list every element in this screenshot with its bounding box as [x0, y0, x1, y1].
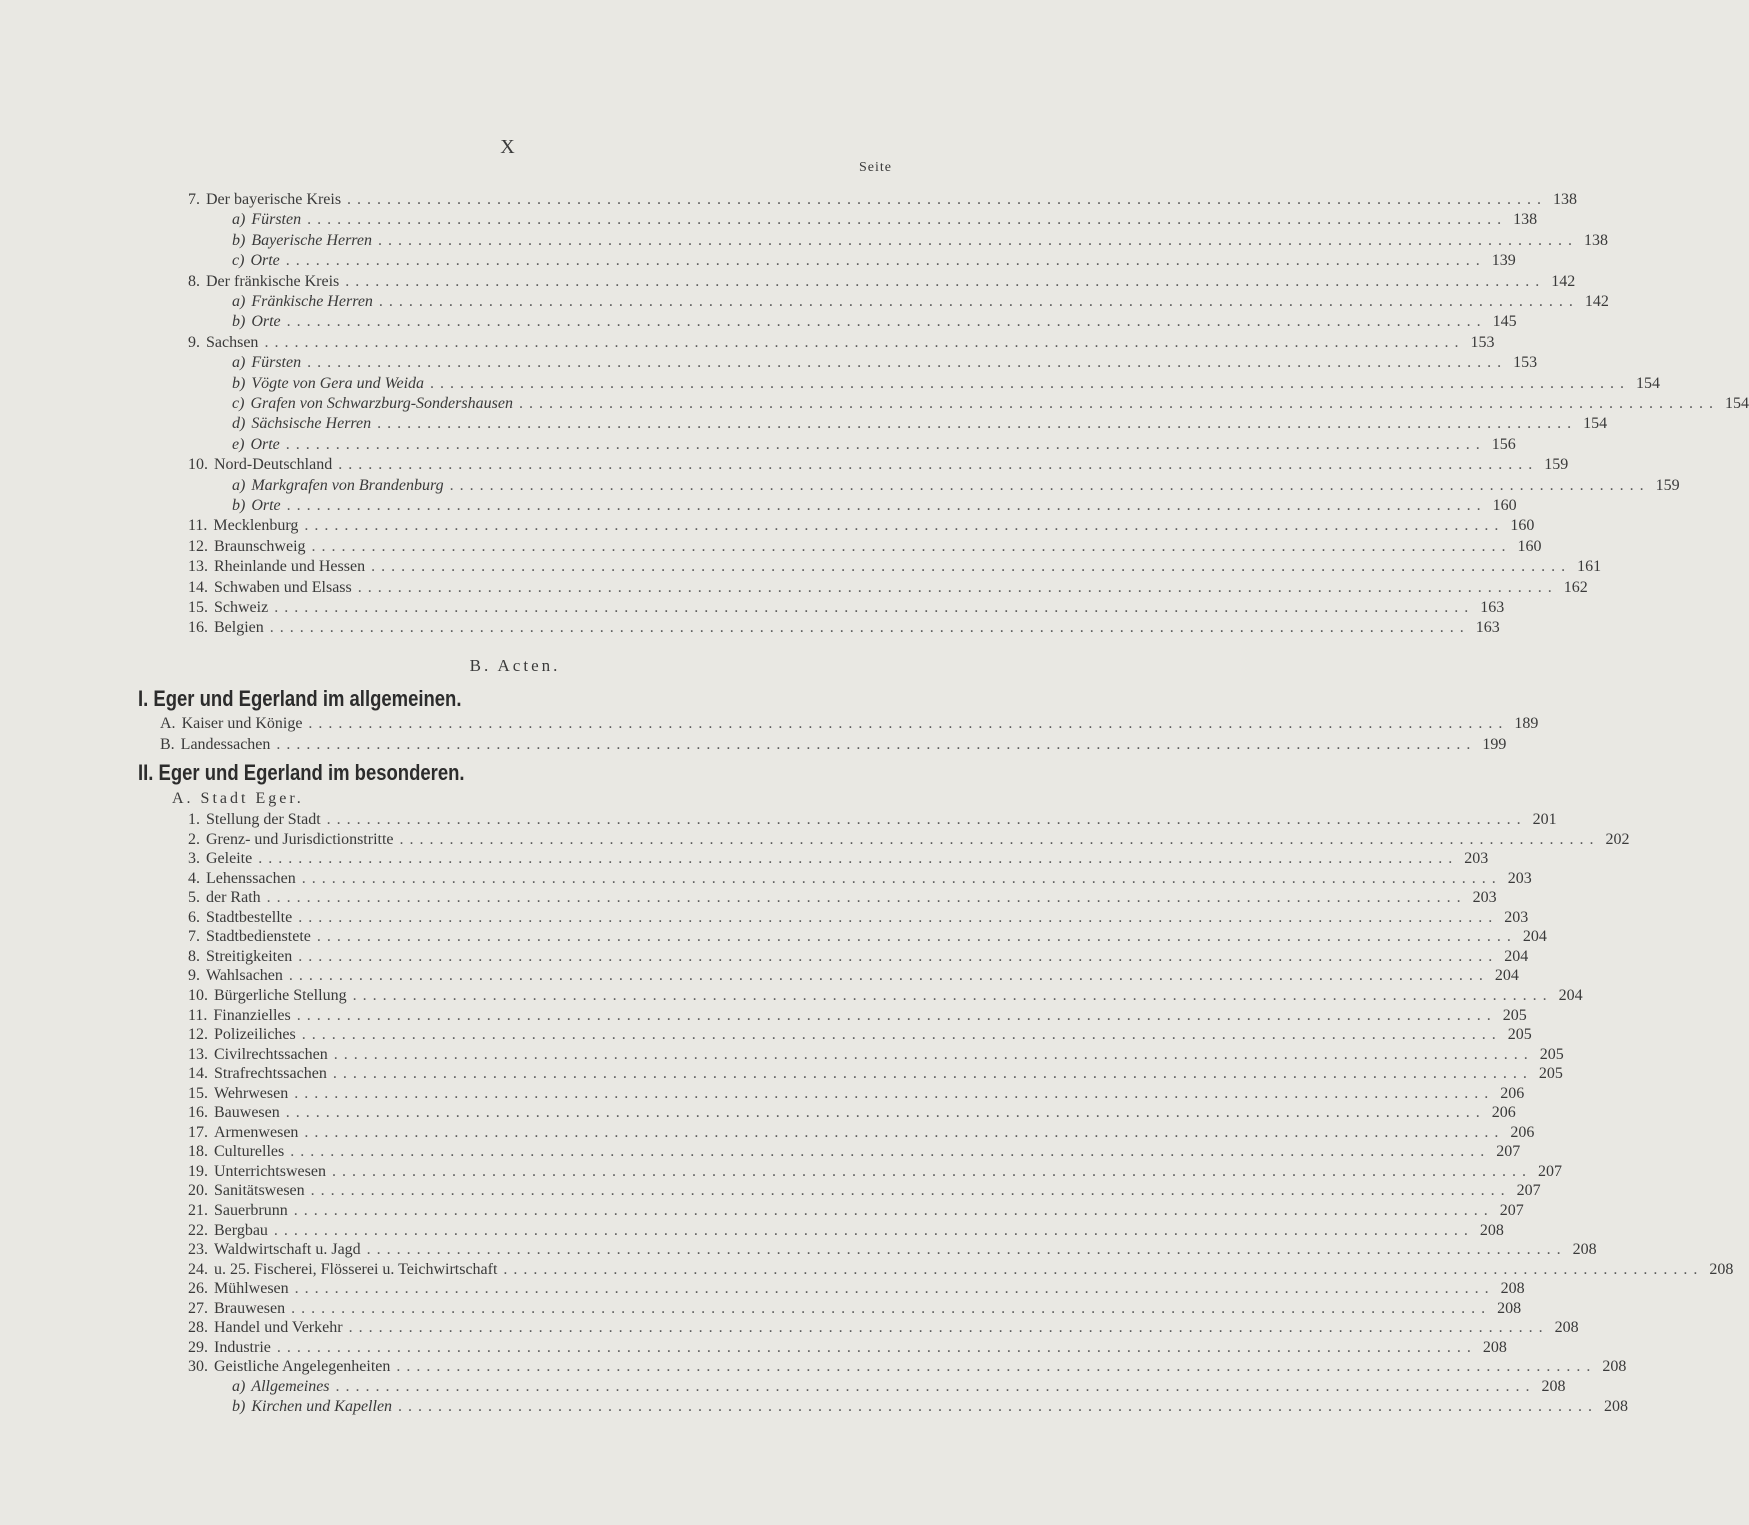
toc-entry	[188, 1240, 1597, 1260]
leader-dots: ........................................................................................................................	[348, 1319, 1549, 1337]
toc-entry	[232, 210, 1538, 230]
toc-entry-number: 19.	[188, 1162, 208, 1180]
toc-entry-page: 162	[1563, 578, 1588, 596]
toc-entry-number: B.	[160, 736, 175, 753]
toc-entry-number: 1.	[188, 811, 200, 828]
leader-dots: ........................................................................................................................	[357, 578, 1558, 596]
toc-entry-page: 202	[1605, 830, 1630, 848]
toc-entry-label: Wehrwesen	[214, 1084, 289, 1102]
leader-dots: ........................................................................................................................	[449, 476, 1650, 494]
toc-entry-number: 30.	[188, 1358, 208, 1376]
toc-entry-number: 29.	[188, 1338, 208, 1356]
toc-entry-number: 2.	[188, 830, 200, 848]
toc-entry	[188, 927, 1547, 947]
toc-entry-label: Nord-Deutschland	[214, 456, 333, 474]
toc-entry-label: Unterrichtswesen	[214, 1162, 326, 1180]
toc-entry-page: 154	[1636, 374, 1661, 392]
toc-entry-page: 205	[1538, 1065, 1563, 1083]
toc-entry-page: 208	[1479, 1221, 1504, 1239]
toc-entry-page: 142	[1551, 272, 1576, 290]
toc-entry	[188, 1338, 1507, 1358]
toc-entry-label: Bauwesen	[214, 1104, 280, 1122]
toc-entry-page: 205	[1539, 1045, 1564, 1063]
toc-entry-page: 203	[1504, 908, 1529, 926]
toc-entry	[188, 869, 1532, 889]
toc-entry-label: u. 25. Fischerei, Flösserei u. Teichwirtschaft	[214, 1260, 498, 1278]
toc-entry	[188, 947, 1529, 967]
toc-entry-number: 7.	[188, 191, 200, 208]
toc-entry-page: 160	[1492, 497, 1517, 514]
toc-entry-label: Kaiser und Könige	[181, 715, 303, 732]
toc-entry-page: 208	[1554, 1319, 1579, 1337]
toc-entry-label: Der fränkische Kreis	[206, 272, 340, 290]
toc-entry-label: Waldwirtschaft u. Jagd	[214, 1241, 361, 1259]
leader-dots: ........................................................................................................................	[304, 1123, 1505, 1141]
toc-entry-label: Landessachen	[180, 736, 271, 753]
toc-entry-number: c)	[232, 252, 245, 270]
toc-entry	[188, 272, 1576, 292]
toc-entry-label: Wahlsachen	[206, 967, 283, 985]
leader-dots: ........................................................................................................................	[378, 293, 1579, 310]
toc-entry	[188, 888, 1497, 908]
toc-entry	[232, 292, 1609, 312]
toc-entry-label: Handel und Verkehr	[214, 1319, 343, 1337]
leader-dots: ........................................................................................................................	[290, 1143, 1491, 1161]
toc-entry-label: Der bayerische Kreis	[206, 191, 342, 208]
toc-entry-page: 207	[1499, 1202, 1524, 1219]
toc-entry-label: Fränkische Herren	[251, 293, 373, 310]
toc-entry-number: 11.	[188, 517, 208, 535]
leader-dots: ........................................................................................................................	[310, 1182, 1511, 1200]
leader-dots: ........................................................................................................................	[294, 1280, 1495, 1298]
leader-dots: ........................................................................................................................	[430, 374, 1631, 392]
toc-entry	[188, 1025, 1532, 1045]
leader-dots: ........................................................................................................................	[291, 1299, 1492, 1317]
toc-entry-page: 199	[1482, 736, 1507, 753]
toc-entry-number: 8.	[188, 272, 200, 290]
leader-dots: ........................................................................................................................	[338, 456, 1539, 474]
toc-entry	[232, 1397, 1629, 1417]
toc-entry-page: 145	[1492, 313, 1517, 331]
toc-entry-label: Finanzielles	[213, 1006, 291, 1024]
toc-entry-page: 160	[1510, 517, 1535, 535]
leader-dots: ........................................................................................................................	[399, 830, 1600, 848]
toc-entry	[188, 1279, 1525, 1299]
toc-entry-page: 208	[1604, 1397, 1629, 1415]
toc-entry-page: 189	[1514, 715, 1539, 732]
toc-entry-page: 154	[1724, 395, 1749, 412]
leader-dots: ........................................................................................................................	[298, 908, 1499, 926]
leader-dots: ........................................................................................................................	[326, 811, 1527, 828]
toc-entry-label: Sächsische Herren	[251, 415, 372, 433]
toc-entry-label: Schwaben und Elsass	[214, 578, 352, 596]
toc-entry-number: a)	[232, 211, 246, 229]
toc-entry	[188, 1221, 1504, 1241]
toc-entry-number: a)	[232, 354, 246, 372]
toc-entry-page: 208	[1482, 1338, 1507, 1356]
toc-entry-label: Orte	[251, 313, 281, 331]
toc-entry-number: 10.	[188, 456, 208, 474]
leader-dots: ........................................................................................................................	[371, 558, 1572, 576]
toc-entry	[188, 1162, 1562, 1182]
toc-entry-page: 138	[1584, 231, 1609, 249]
toc-entry-label: Bayerische Herren	[251, 231, 373, 249]
toc-entry-label: Geistliche Angelegenheiten	[214, 1358, 391, 1376]
toc-entry-number: 9.	[188, 333, 200, 351]
toc-entry-number: a)	[232, 293, 246, 310]
toc-entry-number: 15.	[188, 599, 208, 616]
toc-entry	[188, 1299, 1522, 1319]
leader-dots: ........................................................................................................................	[274, 599, 1475, 616]
toc-entry-label: Orte	[250, 252, 280, 270]
leader-dots: ........................................................................................................................	[288, 967, 1489, 985]
leader-dots: ........................................................................................................................	[331, 1162, 1532, 1180]
leader-dots: ........................................................................................................................	[293, 1202, 1494, 1219]
toc-entry-page: 204	[1558, 986, 1583, 1004]
toc-entry-label: Polizeiliches	[214, 1026, 296, 1044]
toc-entry-label: Streitigkeiten	[206, 947, 293, 965]
toc-entry-page: 207	[1537, 1162, 1562, 1180]
toc-entry-page: 205	[1502, 1006, 1527, 1024]
toc-entry-page: 208	[1541, 1377, 1566, 1395]
toc-entry	[232, 251, 1516, 271]
toc-entry	[188, 618, 1500, 638]
toc-entry-page: 206	[1491, 1104, 1516, 1122]
toc-entry	[232, 394, 1749, 414]
toc-entry	[232, 312, 1517, 332]
toc-entry	[232, 353, 1538, 373]
toc-entry	[188, 516, 1535, 536]
toc-entry	[188, 190, 1578, 210]
toc-entry-page: 205	[1507, 1026, 1532, 1044]
subsection-heading-stadt: A. Stadt Eger.	[172, 790, 304, 807]
toc-entry	[188, 1318, 1579, 1338]
toc-entry	[188, 598, 1505, 618]
leader-dots: ........................................................................................................................	[347, 191, 1548, 208]
toc-entry-number: 13.	[188, 1045, 208, 1063]
toc-entry-number: d)	[232, 415, 246, 433]
toc-entry	[188, 557, 1602, 577]
toc-entry-number: 14.	[188, 578, 208, 596]
toc-entry-number: 27.	[188, 1299, 208, 1317]
toc-entry-number: 3.	[188, 850, 200, 868]
leader-dots: ........................................................................................................................	[276, 1338, 1477, 1356]
toc-entry-number: 14.	[188, 1065, 208, 1083]
toc-entry	[188, 908, 1529, 928]
toc-entry-page: 201	[1532, 811, 1557, 828]
toc-entry	[188, 1357, 1627, 1377]
toc-entry-page: 138	[1513, 211, 1538, 229]
leader-dots: ........................................................................................................................	[333, 1045, 1534, 1063]
toc-entry-number: 11.	[188, 1006, 208, 1024]
toc-entry-label: Mühlwesen	[214, 1280, 289, 1298]
toc-entry-page: 142	[1584, 293, 1609, 310]
toc-entry-label: Belgien	[214, 619, 264, 637]
leader-dots: ........................................................................................................................	[352, 986, 1553, 1004]
toc-entry-label: Sauerbrunn	[214, 1202, 288, 1219]
toc-entry	[232, 496, 1517, 516]
leader-dots: ........................................................................................................................	[296, 1006, 1497, 1024]
toc-entry-number: b)	[232, 1397, 246, 1415]
part-heading-2: II. Eger und Egerland im besonderen.	[138, 760, 465, 785]
toc-entry	[232, 435, 1516, 455]
leader-dots: ........................................................................................................................	[269, 619, 1470, 637]
toc-entry	[232, 231, 1609, 251]
leader-dots: ........................................................................................................................	[308, 715, 1509, 732]
toc-entry-number: 24.	[188, 1260, 208, 1278]
leader-dots: ........................................................................................................................	[276, 736, 1477, 753]
toc-entry-number: 21.	[188, 1202, 208, 1219]
toc-entry	[188, 1201, 1524, 1221]
page-column-label: Seite	[859, 160, 892, 175]
toc-entry-page: 153	[1513, 354, 1538, 372]
toc-entry-page: 207	[1496, 1143, 1521, 1161]
toc-entry	[160, 714, 1539, 734]
toc-entry	[188, 578, 1588, 598]
toc-entry-number: 16.	[188, 619, 208, 637]
toc-entry	[188, 1181, 1541, 1201]
toc-entry-number: c)	[232, 395, 245, 412]
toc-entry-page: 203	[1472, 889, 1497, 907]
leader-dots: ........................................................................................................................	[503, 1260, 1704, 1278]
toc-entry-label: Rheinlande und Hessen	[214, 558, 366, 576]
toc-entry	[188, 1103, 1516, 1123]
toc-entry-label: Strafrechtssachen	[214, 1065, 327, 1083]
toc-entry-label: Orte	[250, 435, 280, 453]
leader-dots: ........................................................................................................................	[298, 947, 1499, 965]
leader-dots: ........................................................................................................................	[307, 211, 1508, 229]
toc-entry-label: Fürsten	[251, 211, 302, 229]
leader-dots: ........................................................................................................................	[301, 869, 1502, 887]
toc-entry	[188, 1123, 1535, 1143]
toc-entry	[188, 1045, 1564, 1065]
toc-entry-page: 208	[1497, 1299, 1522, 1317]
leader-dots: ........................................................................................................................	[264, 333, 1465, 351]
toc-entry-label: Sanitätswesen	[214, 1182, 305, 1200]
toc-entry-label: Vögte von Gera und Weida	[251, 374, 425, 392]
toc-entry-page: 208	[1709, 1260, 1734, 1278]
toc-entry	[188, 810, 1557, 830]
toc-entry-number: 8.	[188, 947, 200, 965]
leader-dots: ........................................................................................................................	[311, 537, 1512, 555]
toc-entry-page: 159	[1655, 476, 1680, 494]
toc-entry-page: 154	[1583, 415, 1608, 433]
toc-entry	[188, 986, 1583, 1006]
toc-entry-number: 10.	[188, 986, 208, 1004]
toc-entry-page: 204	[1494, 967, 1519, 985]
leader-dots: ........................................................................................................................	[294, 1084, 1495, 1102]
toc-entry-number: 6.	[188, 908, 200, 926]
toc-entry-label: Grenz- und Jurisdictionstritte	[206, 830, 394, 848]
toc-entry-number: 20.	[188, 1182, 208, 1200]
toc-entry-page: 163	[1475, 619, 1500, 637]
toc-entry-number: 13.	[188, 558, 208, 576]
toc-entry-page: 139	[1491, 252, 1516, 270]
toc-entry-number: a)	[232, 1377, 246, 1395]
toc-entry-number: b)	[232, 497, 246, 514]
toc-entry	[188, 1142, 1521, 1162]
toc-entry-label: Bergbau	[214, 1221, 268, 1239]
toc-entry-number: 9.	[188, 967, 200, 985]
toc-entry-label: Geleite	[206, 850, 253, 868]
toc-entry-label: Civilrechtssachen	[214, 1045, 328, 1063]
leader-dots: ........................................................................................................................	[266, 889, 1467, 907]
toc-entry-page: 138	[1553, 191, 1578, 208]
leader-dots: ........................................................................................................................	[301, 1026, 1502, 1044]
toc-entry	[188, 849, 1489, 869]
section-heading-b: B. Acten.	[469, 656, 561, 675]
leader-dots: ........................................................................................................................	[398, 1397, 1599, 1415]
toc-entry-page: 206	[1500, 1084, 1525, 1102]
toc-entry	[160, 735, 1507, 755]
toc-entry-page: 204	[1504, 947, 1529, 965]
leader-dots: ........................................................................................................................	[273, 1221, 1474, 1239]
toc-entry-page: 203	[1507, 869, 1532, 887]
toc-entry-label: Stellung der Stadt	[206, 811, 321, 828]
toc-entry-page: 160	[1517, 537, 1542, 555]
toc-entry-label: Fürsten	[251, 354, 302, 372]
toc-entry-label: Stadtbestellte	[206, 908, 293, 926]
toc-entry	[188, 1064, 1563, 1084]
toc-entry-number: b)	[232, 374, 246, 392]
toc-entry-number: 28.	[188, 1319, 208, 1337]
leader-dots: ........................................................................................................................	[366, 1241, 1567, 1259]
toc-entry-page: 208	[1602, 1358, 1627, 1376]
toc-entry-number: 4.	[188, 869, 200, 887]
toc-entry	[188, 455, 1569, 475]
toc-entry-number: 18.	[188, 1143, 208, 1161]
toc-entry	[188, 333, 1495, 353]
toc-entry-page: 208	[1500, 1280, 1525, 1298]
leader-dots: ........................................................................................................................	[285, 435, 1486, 453]
toc-entry	[232, 476, 1680, 496]
toc-entry-number: 23.	[188, 1241, 208, 1259]
toc-entry-number: b)	[232, 231, 246, 249]
leader-dots: ........................................................................................................................	[396, 1358, 1597, 1376]
leader-dots: ........................................................................................................................	[335, 1377, 1536, 1395]
toc-entry-number: 7.	[188, 928, 200, 946]
toc-entry-page: 204	[1522, 928, 1547, 946]
toc-entry-number: b)	[232, 313, 246, 331]
toc-entry-label: Lehenssachen	[206, 869, 296, 887]
leader-dots: ........................................................................................................................	[332, 1065, 1533, 1083]
toc-entry	[232, 374, 1661, 394]
toc-entry-label: Schweiz	[214, 599, 269, 616]
leader-dots: ........................................................................................................................	[304, 517, 1505, 535]
leader-dots: ........................................................................................................................	[378, 231, 1579, 249]
leader-dots: ........................................................................................................................	[285, 1104, 1486, 1122]
toc-entry	[188, 537, 1542, 557]
toc-entry-label: Allgemeines	[251, 1377, 330, 1395]
leader-dots: ........................................................................................................................	[345, 272, 1546, 290]
toc-entry-number: 15.	[188, 1084, 208, 1102]
toc-entry-page: 159	[1544, 456, 1569, 474]
leader-dots: ........................................................................................................................	[286, 497, 1487, 514]
toc-entry-number: 5.	[188, 889, 200, 907]
toc-entry-label: Kirchen und Kapellen	[251, 1397, 393, 1415]
toc-entry-number: a)	[232, 476, 246, 494]
toc-entry-number: A.	[160, 715, 176, 732]
toc-entry	[188, 1006, 1527, 1026]
toc-entry	[188, 1084, 1525, 1104]
toc-entry-page: 203	[1464, 850, 1489, 868]
toc-entry	[188, 966, 1519, 986]
toc-entry-page: 156	[1491, 435, 1516, 453]
page-number: X	[500, 136, 516, 158]
toc-entry-page: 208	[1572, 1241, 1597, 1259]
toc-entry-number: 17.	[188, 1123, 208, 1141]
toc-entry-label: Armenwesen	[214, 1123, 299, 1141]
toc-entry-label: Bürgerliche Stellung	[214, 986, 347, 1004]
toc-entry-number: e)	[232, 435, 245, 453]
toc-entry	[232, 414, 1608, 434]
toc-entry-label: Grafen von Schwarzburg-Sondershausen	[250, 395, 513, 412]
toc-entry-page: 206	[1510, 1123, 1535, 1141]
toc-entry-label: Braunschweig	[214, 537, 306, 555]
toc-entry-label: Mecklenburg	[213, 517, 299, 535]
toc-entry-number: 12.	[188, 1026, 208, 1044]
leader-dots: ........................................................................................................................	[258, 850, 1459, 868]
toc-entry-page: 163	[1480, 599, 1505, 616]
leader-dots: ........................................................................................................................	[285, 252, 1486, 270]
toc-entry	[188, 830, 1630, 850]
leader-dots: ........................................................................................................................	[377, 415, 1578, 433]
toc-entry-label: der Rath	[206, 889, 261, 907]
toc-entry-number: 12.	[188, 537, 208, 555]
toc-entry-label: Stadtbedienstete	[206, 928, 311, 946]
leader-dots: ........................................................................................................................	[286, 313, 1487, 331]
part-heading-1: I. Eger und Egerland im allgemeinen.	[138, 686, 462, 711]
toc-entry-label: Sachsen	[206, 333, 259, 351]
toc-entry-page: 161	[1577, 558, 1602, 576]
toc-entry-label: Culturelles	[214, 1143, 285, 1161]
toc-entry-label: Markgrafen von Brandenburg	[251, 476, 444, 494]
leader-dots: ........................................................................................................................	[307, 354, 1508, 372]
toc-entry-page: 207	[1516, 1182, 1541, 1200]
leader-dots: ........................................................................................................................	[518, 395, 1719, 412]
leader-dots: ........................................................................................................................	[316, 928, 1517, 946]
toc-entry-label: Brauwesen	[214, 1299, 286, 1317]
toc-entry-number: 26.	[188, 1280, 208, 1298]
toc-entry-number: 16.	[188, 1104, 208, 1122]
toc-entry-page: 153	[1470, 333, 1495, 351]
toc-entry	[232, 1377, 1566, 1397]
toc-entry-label: Orte	[251, 497, 281, 514]
toc-entry-label: Industrie	[214, 1338, 271, 1356]
toc-entry	[188, 1260, 1734, 1280]
toc-entry-number: 22.	[188, 1221, 208, 1239]
